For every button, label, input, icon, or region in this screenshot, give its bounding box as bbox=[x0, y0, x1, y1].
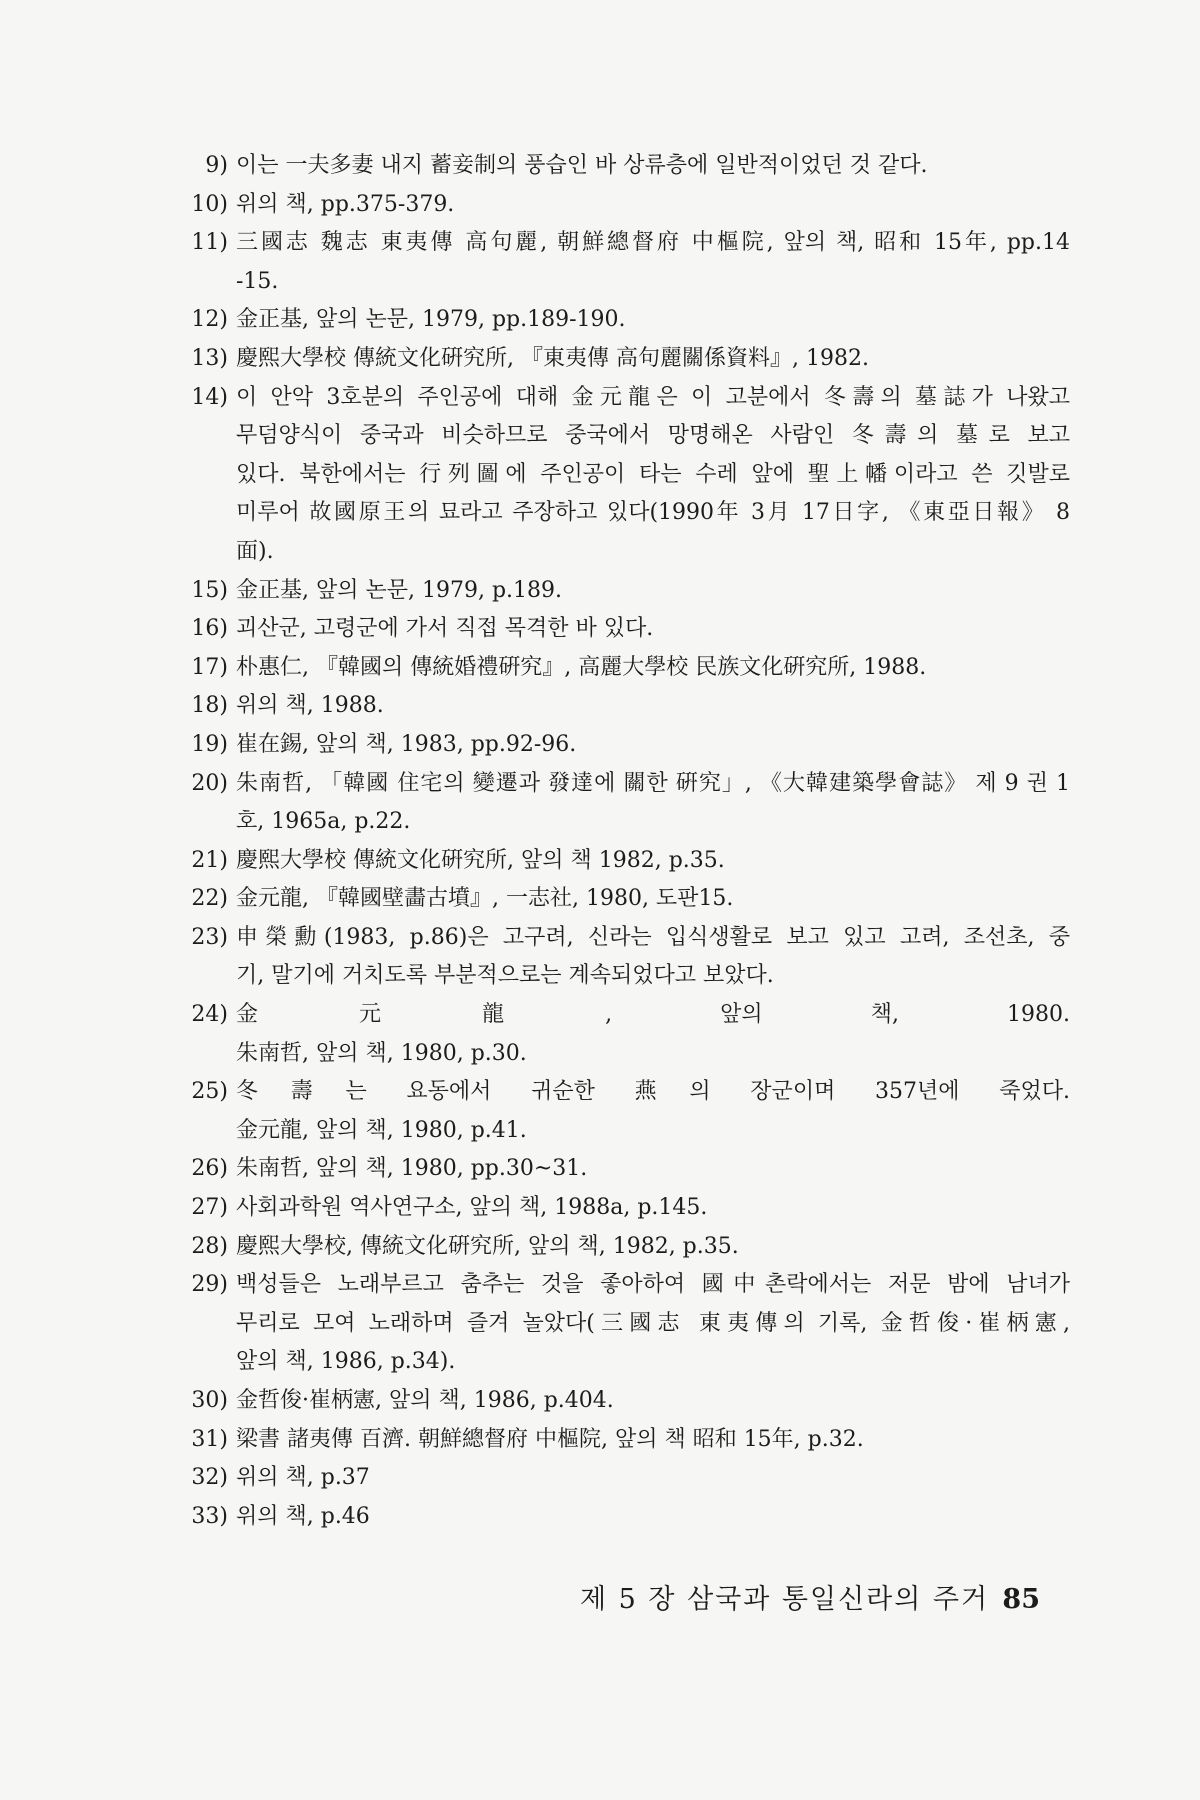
footnote-number: 21) bbox=[191, 847, 228, 873]
footnote-number: 25) bbox=[191, 1079, 228, 1105]
footnote-line: 위의 책, 1988. bbox=[236, 693, 384, 719]
footnote bbox=[150, 1073, 1070, 1150]
footnote-line: 이는 一夫多妻 내지 蓄妾制의 풍습인 바 상류층에 일반적이었던 것 같다. bbox=[236, 153, 928, 178]
footnote-number: 22) bbox=[191, 886, 228, 912]
footnote-number: 28) bbox=[191, 1233, 228, 1259]
footnote-line: -15. bbox=[236, 268, 279, 294]
footnote-line: 朱南哲, 앞의 책, 1980, pp.30~31. bbox=[236, 1156, 588, 1182]
footnote-line: 金正基, 앞의 논문, 1979, pp.189-190. bbox=[236, 307, 626, 333]
footnote-line: 앞의 책, 1986, p.34). bbox=[236, 1349, 456, 1375]
footnote-line: 崔在錫, 앞의 책, 1983, pp.92-96. bbox=[236, 731, 577, 757]
footnote-text bbox=[236, 1421, 1070, 1460]
footnote bbox=[150, 1459, 1070, 1498]
footnote bbox=[150, 880, 1070, 919]
footnote bbox=[150, 147, 1070, 186]
footnote-number: 20) bbox=[191, 770, 228, 796]
footnote-line: 무리로 모여 노래하며 즐겨 놀았다(三國志 東夷傳의 기록, 金哲俊·崔柄憲, bbox=[236, 1310, 1070, 1336]
footnote-text bbox=[236, 1150, 1070, 1189]
footnote-line: 金正基, 앞의 논문, 1979, p.189. bbox=[236, 577, 563, 603]
footnote-text bbox=[236, 147, 1070, 186]
footnote-line: 사회과학원 역사연구소, 앞의 책, 1988a, p.145. bbox=[236, 1195, 708, 1221]
footnote-line: 위의 책, p.46 bbox=[236, 1503, 370, 1529]
footnote bbox=[150, 649, 1070, 688]
footnote-line: 괴산군, 고령군에 가서 직접 목격한 바 있다. bbox=[236, 616, 654, 642]
footnote-text bbox=[236, 1498, 1070, 1537]
footnote-text bbox=[236, 610, 1070, 649]
footnote-line: 申榮勳(1983, p.86)은 고구려, 신라는 입식생활로 보고 있고 고려, 조선초, 중 bbox=[236, 924, 1070, 950]
footnote-line: 백성들은 노래부르고 춤추는 것을 좋아하여 國中촌락에서는 저문 밤에 남녀가 bbox=[236, 1272, 1070, 1298]
footnote-number: 32) bbox=[191, 1465, 228, 1491]
footnote-number: 23) bbox=[191, 924, 228, 950]
footnote bbox=[150, 726, 1070, 765]
footnote-line: 위의 책, p.37 bbox=[236, 1465, 370, 1491]
footnote-line: 무덤양식이 중국과 비슷하므로 중국에서 망명해온 사람인 冬壽의 墓로 보고 bbox=[236, 423, 1070, 449]
footnote-line: 金元龍, 앞의 책, 1980, p.41. bbox=[236, 1117, 527, 1143]
footnote-text bbox=[236, 649, 1070, 688]
footnote-number: 31) bbox=[191, 1426, 228, 1452]
footnote-number: 16) bbox=[191, 616, 228, 642]
footnote bbox=[150, 186, 1070, 225]
footnote bbox=[150, 687, 1070, 726]
footnote-text bbox=[236, 687, 1070, 726]
footnote-line: 三國志 魏志 東夷傳 高句麗, 朝鮮總督府 中樞院, 앞의 책, 昭和 15年, pp.14 bbox=[236, 230, 1070, 256]
footnote bbox=[150, 1266, 1070, 1382]
footnote-line: 있다. 북한에서는 行列圖에 주인공이 타는 수레 앞에 聖上幡이라고 쓴 깃발로 bbox=[236, 461, 1070, 487]
footnote-number: 26) bbox=[191, 1156, 228, 1182]
footnote-text bbox=[236, 919, 1070, 996]
footnote-line: 호, 1965a, p.22. bbox=[236, 809, 411, 835]
footnote bbox=[150, 842, 1070, 881]
footnote-text bbox=[236, 765, 1070, 842]
footnote-text bbox=[236, 186, 1070, 225]
footnote bbox=[150, 1150, 1070, 1189]
footnote-number: 10) bbox=[191, 191, 228, 217]
footnote bbox=[150, 379, 1070, 572]
footnote-line: 朱南哲, 「韓國 住宅의 變遷과 發達에 關한 硏究」, 《大韓建築學會誌》 제 9 권 1 bbox=[236, 770, 1070, 796]
footnote-line: 冬壽는 요동에서 귀순한 燕의 장군이며 357년에 죽었다. bbox=[236, 1079, 1070, 1105]
chapter-title: 제 5 장 삼국과 통일신라의 주거 bbox=[580, 1584, 990, 1615]
footnote-line: 朴惠仁, 『韓國의 傳統婚禮硏究』, 高麗大學校 民族文化硏究所, 1988. bbox=[236, 654, 927, 680]
footnote-line: 面). bbox=[236, 538, 274, 564]
footnote bbox=[150, 572, 1070, 611]
footnote-line: 金元龍, 『韓國壁畵古墳』, 一志社, 1980, 도판15. bbox=[236, 886, 734, 912]
footnote bbox=[150, 340, 1070, 379]
footnote-text bbox=[236, 842, 1070, 881]
footnote-number: 11) bbox=[191, 230, 228, 256]
footnote-line: 이 안악 3호분의 주인공에 대해 金元龍은 이 고분에서 冬壽의 墓誌가 나왔고 bbox=[236, 384, 1070, 410]
footnote-number: 13) bbox=[191, 345, 228, 371]
footnote-text bbox=[236, 301, 1070, 340]
footnote-number: 12) bbox=[191, 307, 228, 333]
footnote-number: 17) bbox=[191, 654, 228, 680]
footnote bbox=[150, 224, 1070, 301]
footnote-text bbox=[236, 880, 1070, 919]
footnote-text bbox=[236, 1073, 1070, 1150]
footnote bbox=[150, 1189, 1070, 1228]
footnote-line: 慶熙大學校 傳統文化硏究所, 『東夷傳 高句麗關係資料』, 1982. bbox=[236, 345, 869, 371]
footnote-number: 18) bbox=[191, 693, 228, 719]
footnote-text bbox=[236, 572, 1070, 611]
footnote-line: 기, 말기에 거치도록 부분적으로는 계속되었다고 보았다. bbox=[236, 963, 774, 989]
footnote-number: 15) bbox=[191, 577, 228, 603]
footnote-text bbox=[236, 726, 1070, 765]
footnote bbox=[150, 1421, 1070, 1460]
footnote-text bbox=[236, 340, 1070, 379]
footnote-text bbox=[236, 1266, 1070, 1382]
footnotes-list bbox=[150, 147, 1070, 1536]
footnote bbox=[150, 996, 1070, 1073]
footnote-line: 慶熙大學校, 傳統文化硏究所, 앞의 책, 1982, p.35. bbox=[236, 1233, 739, 1259]
footnote bbox=[150, 1228, 1070, 1267]
page-number: 85 bbox=[1002, 1584, 1040, 1615]
footnote-number: 33) bbox=[191, 1503, 228, 1529]
footnote bbox=[150, 765, 1070, 842]
footnote-number: 19) bbox=[191, 731, 228, 757]
footnote bbox=[150, 919, 1070, 996]
footnote-text bbox=[236, 996, 1070, 1073]
footnote-text bbox=[236, 1382, 1070, 1421]
footnote-number: 30) bbox=[191, 1388, 228, 1413]
footnote-text bbox=[236, 1189, 1070, 1228]
footnote-number: 29) bbox=[191, 1272, 228, 1298]
footnote bbox=[150, 301, 1070, 340]
page-footer bbox=[580, 1577, 1040, 1617]
footnote-text bbox=[236, 1228, 1070, 1267]
footnote-number: 24) bbox=[191, 1002, 228, 1028]
footnote bbox=[150, 1382, 1070, 1421]
footnote-line: 金元龍, 앞의 책, 1980. bbox=[236, 1002, 1070, 1028]
footnote-number: 9) bbox=[205, 153, 228, 178]
footnote-text bbox=[236, 1459, 1070, 1498]
footnote-text bbox=[236, 224, 1070, 301]
footnote-line: 梁書 諸夷傳 百濟. 朝鮮總督府 中樞院, 앞의 책 昭和 15年, p.32. bbox=[236, 1426, 864, 1452]
footnote-number: 14) bbox=[191, 384, 228, 410]
footnote bbox=[150, 1498, 1070, 1537]
footnote-line: 慶熙大學校 傳統文化硏究所, 앞의 책 1982, p.35. bbox=[236, 847, 725, 873]
footnote bbox=[150, 610, 1070, 649]
footnote-line: 金哲俊·崔柄憲, 앞의 책, 1986, p.404. bbox=[236, 1388, 614, 1413]
footnote-number: 27) bbox=[191, 1195, 228, 1221]
footnote-line: 朱南哲, 앞의 책, 1980, p.30. bbox=[236, 1040, 527, 1066]
footnote-line: 위의 책, pp.375-379. bbox=[236, 191, 455, 217]
footnote-line: 미루어 故國原王의 묘라고 주장하고 있다(1990年 3月 17日字, 《東亞日報》 8 bbox=[236, 500, 1070, 526]
footnote-text bbox=[236, 379, 1070, 572]
